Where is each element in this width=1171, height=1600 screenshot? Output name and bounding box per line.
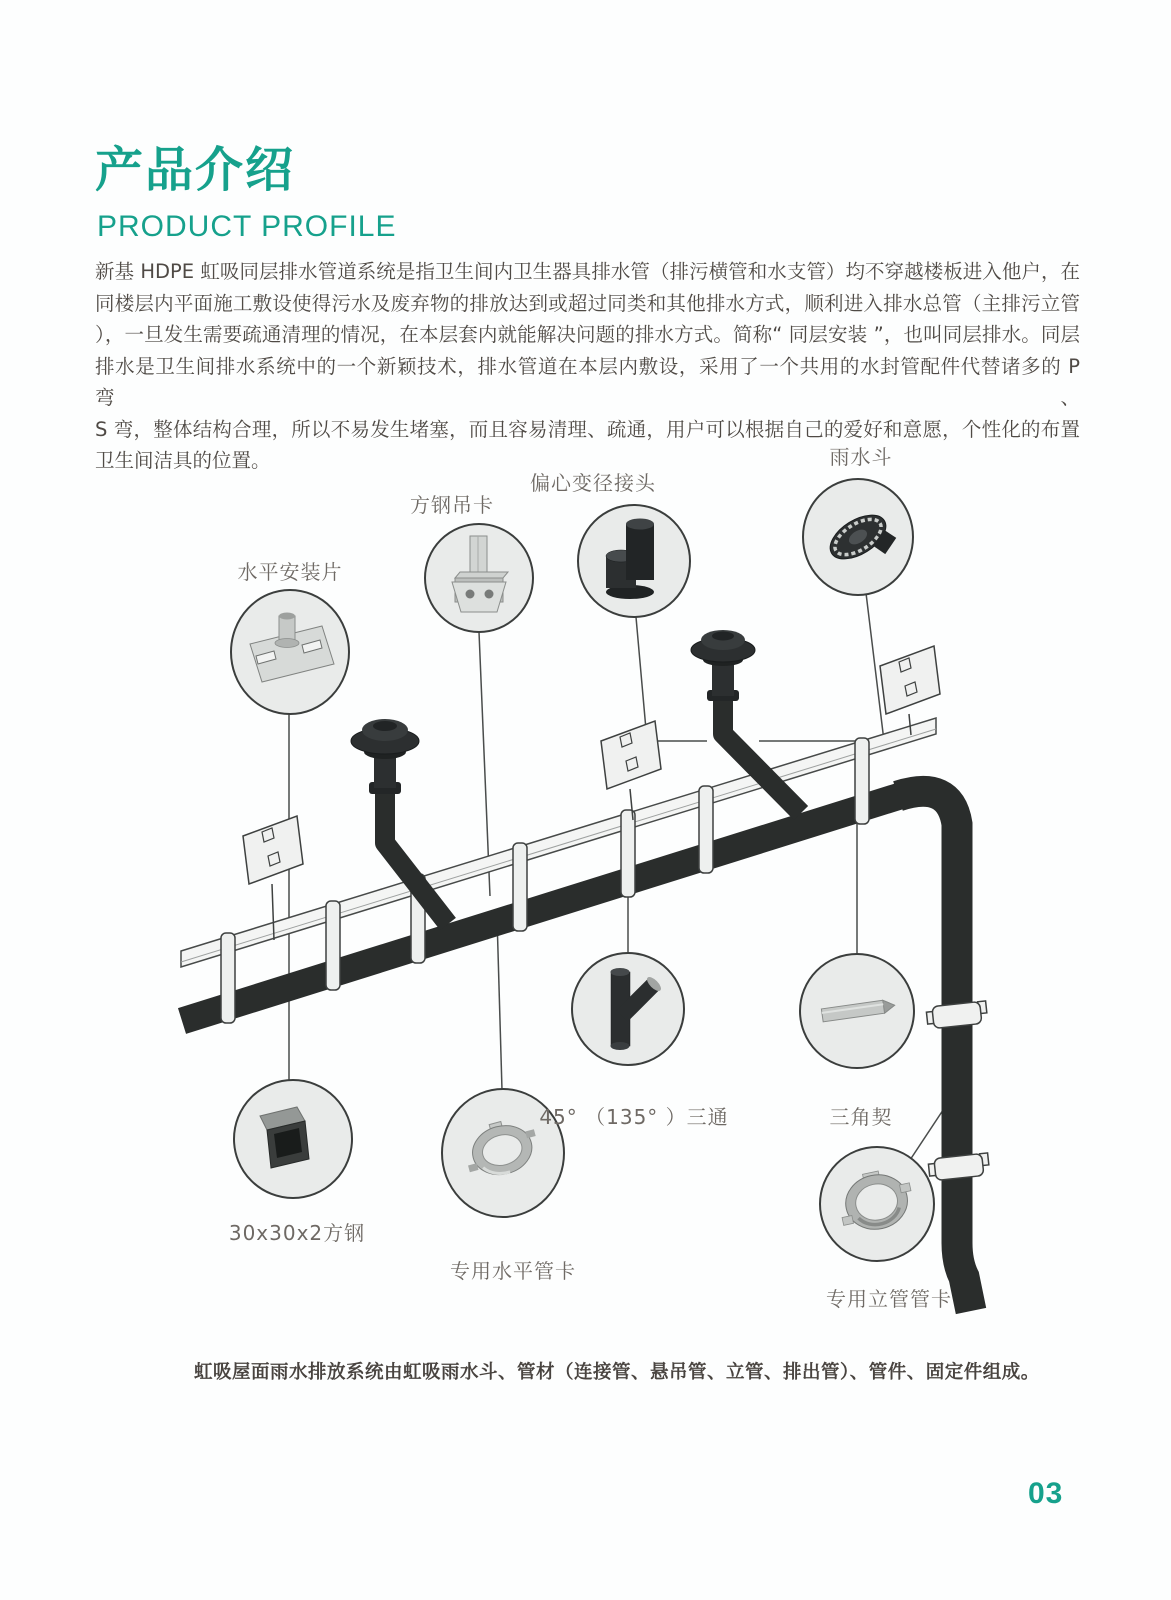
intro-line: 卫生间洁具的位置。 [95, 449, 271, 472]
riser-clamp-upper [926, 1001, 988, 1029]
diagram-caption: 虹吸屋面雨水排放系统由虹吸雨水斗、管材（连接管、悬吊管、立管、排出管）、管件、固定件组成。 [194, 1362, 1040, 1383]
page-title: 产品介绍 [95, 142, 296, 198]
intro-line: 同楼层内平面施工敷设使得污水及废弃物的排放达到或超过同类和其他排水方式，顺利进入排水总管（主排污立管 [95, 291, 1080, 315]
callout-label-square-steel-hanger: 方钢吊卡 [410, 493, 494, 517]
page-subtitle: PRODUCT PROFILE [97, 210, 397, 243]
intro-line: 排水是卫生间排水系统中的一个新颖技术，排水管道在本层内敷设，采用了一个共用的水封管配件代替诸多的 P 弯、 [95, 354, 1080, 409]
callout-label-tee: 45° （135° ）三通 [539, 1105, 729, 1129]
intro-line: 新基 HDPE 虹吸同层排水管道系统是指卫生间内卫生器具排水管（排污横管和水支管）均不穿越楼板进入他户，在 [95, 260, 1080, 283]
callout-label-eccentric-reducer: 偏心变径接头 [530, 471, 656, 495]
page-number: 03 [1028, 1477, 1064, 1510]
callout-label-horizontal-mount: 水平安装片 [237, 560, 343, 584]
callout-label-rain-hopper: 雨水斗 [829, 445, 893, 469]
intro-line: ），一旦发生需要疏通清理的情况，在本层套内就能解决问题的排水方式。简称“ 同层安装 ”，也叫同层排水。同层 [95, 323, 1080, 346]
callout-label-square-steel: 30x30x2方钢 [228, 1221, 366, 1245]
intro-line: S 弯，整体结构合理，所以不易发生堵塞，而且容易清理、疏通，用户可以根据自己的爱好和意愿，个性化的布置 [95, 417, 1080, 441]
callout-label-wedge: 三角契 [829, 1105, 893, 1129]
riser-clamp-lower [928, 1153, 990, 1181]
callout-circles [228, 479, 934, 1261]
callout-label-riser-clamp: 专用立管管卡 [826, 1287, 952, 1311]
callout-label-horizontal-clamp: 专用水平管卡 [450, 1259, 576, 1283]
